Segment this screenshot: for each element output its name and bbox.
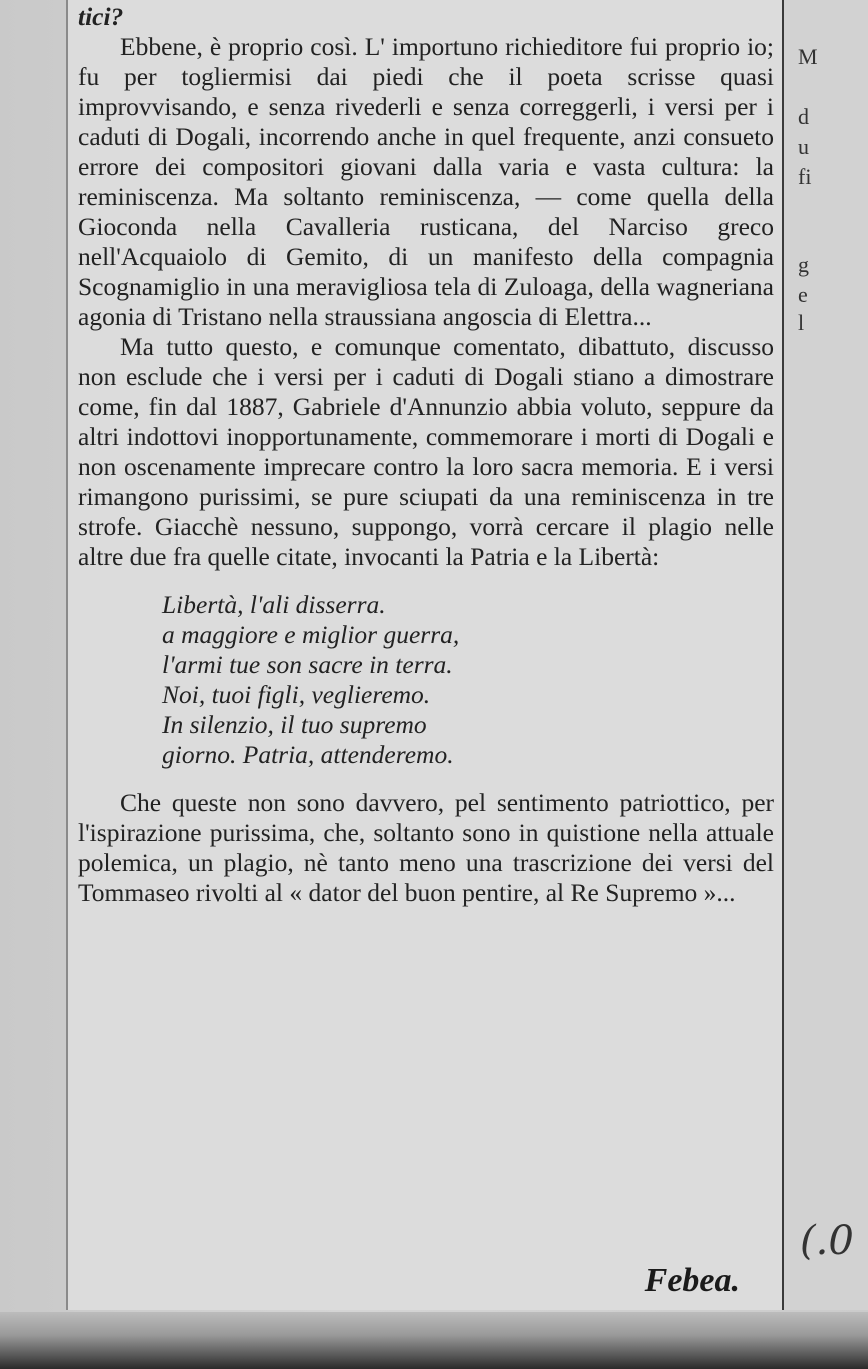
adjacent-fragment: M (798, 44, 818, 69)
poem-line: Noi, tuoi figli, veglieremo. (162, 680, 431, 709)
poem-line: a maggiore e miglior guerra, (162, 620, 460, 649)
scan-bottom-edge (0, 1312, 868, 1369)
adjacent-fragment: u (798, 134, 809, 159)
article-body (78, 0, 774, 908)
poem-line: l'armi tue son sacre in terra. (162, 650, 453, 679)
paragraph-3: Che queste non sono davvero, pel sentimento patriottico, per l'ispirazione purissima, che, soltanto sono in quistione nella attuale polemica, un plagio, nè tanto meno una trascrizione dei versi del Tommaseo rivolti al « dator del buon pentire, al Re Supremo »... (78, 788, 774, 907)
adjacent-fragment: g (798, 252, 809, 277)
adjacent-fragment: l (798, 310, 805, 335)
handwritten-margin-note: (.0 (800, 1218, 854, 1264)
poem-line: In silenzio, il tuo supremo (162, 710, 427, 739)
poem-stanza (162, 590, 774, 770)
paragraph-2: Ma tutto questo, e comunque comentato, dibattuto, discusso non esclude che i versi per i caduti di Dogali stiano a dimostrare come, fin dal 1887, Gabriele d'Annunzio abbia voluto, seppure da altri indottovi inopportunamente, commemorare i morti di Dogali e non oscenamente imprecare contro la loro sacra memoria. E i versi rimangono purissimi, se pure sciupati da una reminiscenza in tre strofe. Giacchè nessuno, suppongo, vorrà cercare il plagio nelle altre due fra quelle citate, invocanti la Patria e la Libertà: (78, 332, 774, 571)
author-signature: Febea. (644, 1262, 740, 1299)
adjacent-fragment: e (798, 282, 808, 307)
poem-line: giorno. Patria, attenderemo. (162, 740, 454, 769)
paragraph-1: Ebbene, è proprio così. L' importuno richieditore fui proprio io; fu per togliermisi dai piedi che il poeta scrisse quasi improvvisando, e senza rivederli e senza correggerli, i versi per i caduti di Dogali, incorrendo anche in quel frequente, anzi consueto errore dei compositori giovani dalla varia e vasta cultura: la reminiscenza. Ma soltanto reminiscenza, — come quella della Gioconda nella Cavalleria rusticana, del Narciso greco nell'Acquaiolo di Gemito, di un manifesto della compagnia Scognamiglio in una meravigliosa tela di Zuloaga, della wagneriana agonia di Tristano nella straussiana angoscia di Elettra... (78, 32, 774, 331)
adjacent-column (784, 0, 868, 1310)
heading-fragment: tici? (78, 2, 124, 31)
adjacent-fragment: fi (798, 164, 812, 189)
poem-line: Libertà, l'ali disserra. (162, 590, 386, 619)
adjacent-fragment: d (798, 104, 809, 129)
